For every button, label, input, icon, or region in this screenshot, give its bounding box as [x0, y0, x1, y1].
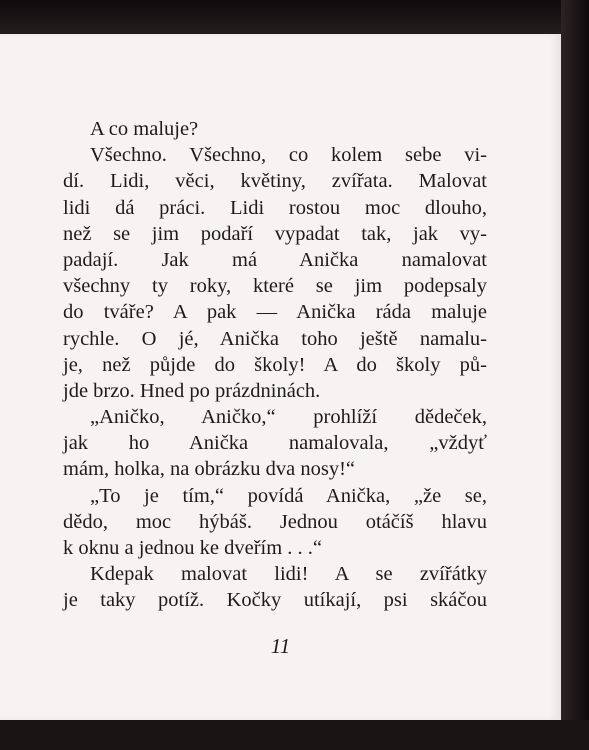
scan-right-edge [561, 0, 589, 750]
text-line: než se jim podaří vypadat tak, jak vy- [63, 222, 487, 245]
text-line: je, než půjde do školy! A do školy pů- [63, 353, 487, 376]
text-line: rychle. O jé, Anička toho ještě namalu- [63, 327, 487, 350]
scan-bottom-edge [0, 720, 589, 750]
text-line: je taky potíž. Kočky utíkají, psi skáčou [63, 589, 487, 612]
text-line: mám, holka, na obrázku dva nosy!“ [63, 458, 356, 481]
text-line: jak ho Anička namalovala, „vždyť [63, 432, 487, 455]
text-line: dí. Lidi, věci, květiny, zvířata. Malovat [63, 170, 487, 193]
scan-top-shadow [0, 0, 589, 34]
text-line: padají. Jak má Anička namalovat [63, 248, 487, 271]
text-line: Kdepak malovat lidi! A se zvířátky [90, 563, 487, 586]
text-line: jde brzo. Hned po prázdninách. [63, 379, 321, 402]
page-number: 11 [270, 634, 291, 658]
text-line: k oknu a jednou ke dveřím . . .“ [63, 537, 323, 559]
text-line: všechny ty roky, které se jim podepsaly [63, 275, 487, 298]
book-page [0, 34, 561, 720]
body-text [63, 116, 487, 614]
text-line: „To je tím,“ povídá Anička, „že se, [90, 484, 487, 507]
text-line: Všechno. Všechno, co kolem sebe vi- [90, 144, 487, 167]
text-line: dědo, moc hýbáš. Jednou otáčíš hlavu [63, 510, 487, 533]
text-line: do tváře? A pak — Anička ráda maluje [63, 301, 487, 324]
text-line: A co maluje? [90, 118, 199, 140]
text-line: „Aničko, Aničko,“ prohlíží dědeček, [90, 406, 487, 429]
text-line: lidi dá práci. Lidi rostou moc dlouho, [63, 196, 487, 219]
